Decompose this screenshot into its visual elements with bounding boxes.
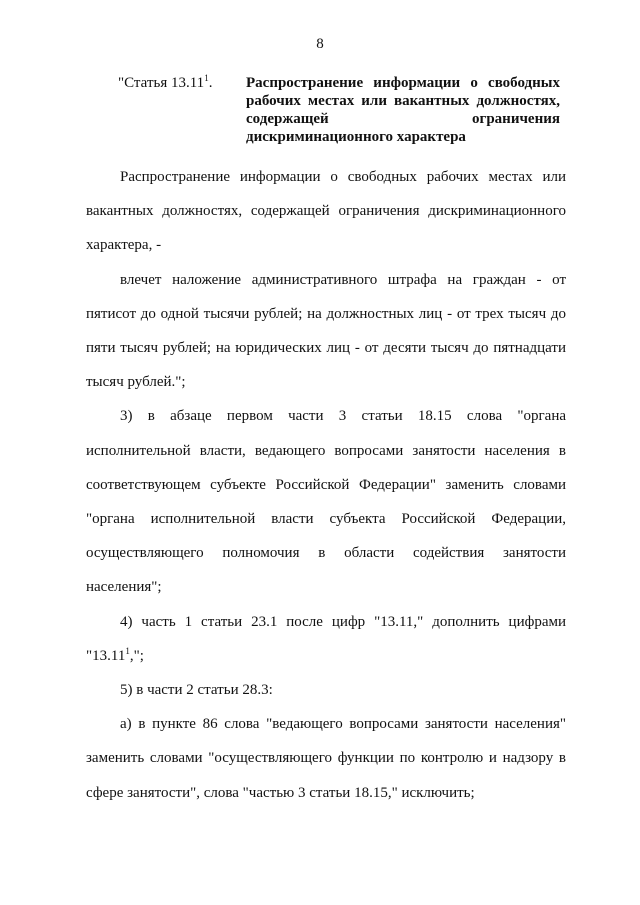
page-number: 8 <box>316 36 324 52</box>
paragraph-item-4 <box>86 605 566 673</box>
paragraph-item-3: 3) в абзаце первом части 3 статьи 18.15 слова "органа исполнительной власти, ведающего вопросами занятости населения в соответствующем субъекте Российской Федерации" заменить словами "органа исполнительной власти субъекта Российской Федерации, осуществляющего полномочия в области содействия занятости населения"; <box>86 408 566 596</box>
article-label-prefix: "Статья 13.11 <box>118 75 205 91</box>
article-label-superscript: 1 <box>204 73 209 83</box>
article-title: Распространение информации о свободных рабочих местах или вакантных должностях, содержащей ограничения дискриминационного характера <box>246 75 560 145</box>
paragraph-item-4-end: ,"; <box>129 647 144 664</box>
paragraph-offense: Распространение информации о свободных рабочих местах или вакантных должностях, содержащей ограничения дискриминационного характера, - <box>86 169 566 254</box>
paragraph-item-5: 5) в части 2 статьи 28.3: <box>120 682 273 699</box>
paragraph-item-4-superscript: 1 <box>125 645 130 656</box>
article-label <box>118 74 212 92</box>
paragraph-item-4-text: 4) часть 1 статьи 23.1 после цифр "13.11," дополнить цифрами "13.11 <box>86 613 566 664</box>
document-body <box>86 160 566 810</box>
paragraph-item-5a: а) в пункте 86 слова "ведающего вопросами занятости населения" заменить словами "осуществляющего функции по контролю и надзору в сфере занятости", слова "частью 3 статьи 18.15," исключить; <box>86 716 566 801</box>
article-label-suffix: . <box>208 75 213 91</box>
paragraph-penalty: влечет наложение административного штрафа на граждан - от пятисот до одной тысячи рублей; на должностных лиц - от трех тысяч до пяти тысяч рублей; на юридических лиц - от десяти тысяч до пятнадцати тысяч рублей."; <box>86 271 566 391</box>
